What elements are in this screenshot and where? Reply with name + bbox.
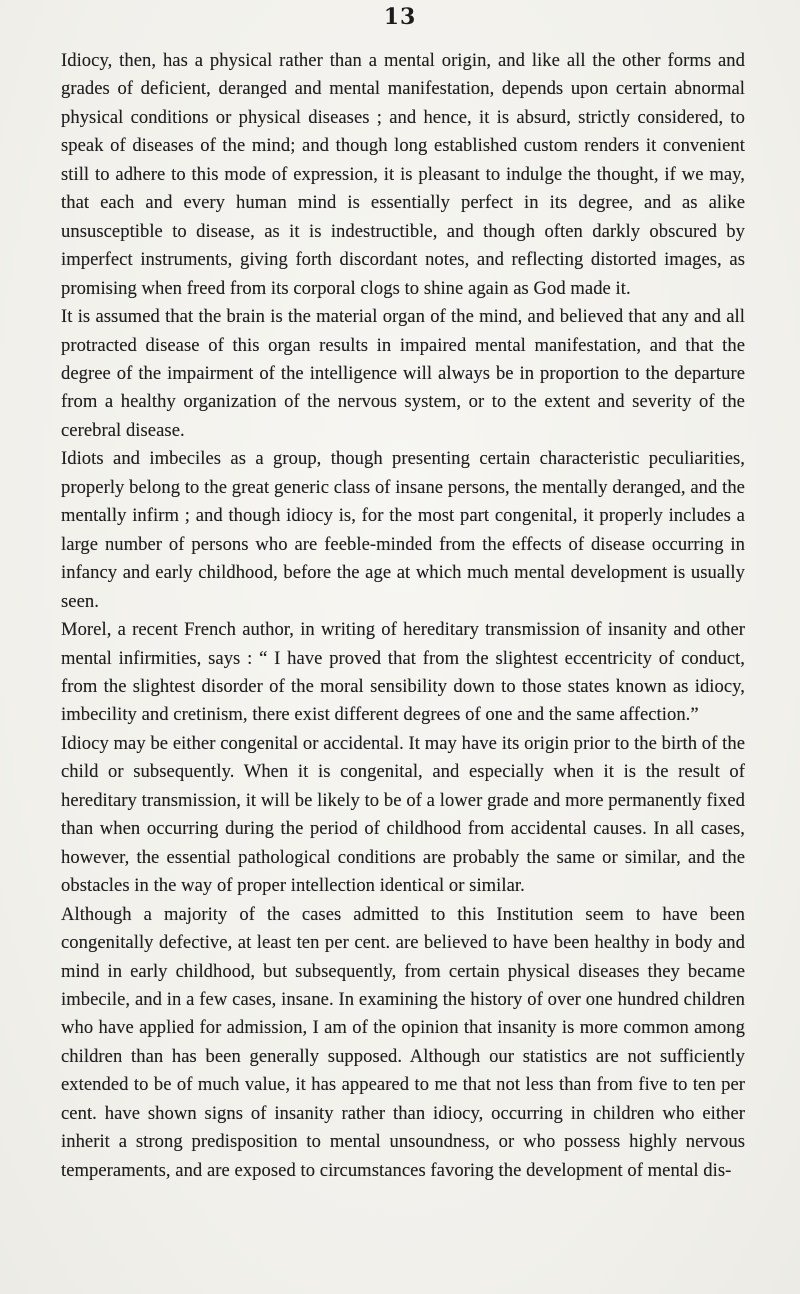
paragraph-brain-organ-of-mind: It is assumed that the brain is the material organ of the mind, and believed that any and all protracted disease of this organ results in impaired mental manifestation, and that the degree of the impairment of the intelligence will always be in proportion to the departure from a healthy organization of the nervous system, or to the extent and severity of the cerebral disease. <box>61 306 745 441</box>
paragraph-congenital-or-accidental: Idiocy may be either congenital or accidental. It may have its origin prior to the birth of the child or subsequently. When it is congenital, and especially when it is the result of hereditary transmission, it will be likely to be of a lower grade and more permanently fixed than when occurring during the period of childhood from accidental causes. In all cases, however, the essential pathological conditions are probably the same or similar, and the obstacles in the way of proper intellection identical or similar. <box>61 732 745 897</box>
paragraph-idiocy-physical-origin: Idiocy, then, has a physical rather than a mental origin, and like all the other forms and grades of deficient, deranged and mental manifestation, depends upon certain abnormal physical conditions or physical diseases ; and hence, it is absurd, strictly considered, to speak of diseases of the mind; and though long established custom renders it convenient still to adhere to this mode of expression, it is pleasant to indulge the thought, if we may, that each and every human mind is essentially perfect in its degree, and as alike unsusceptible to disease, as it is indestructible, and though often darkly obscured by imperfect instruments, giving forth discordant notes, and reflecting distorted images, as promising when freed from its corporal clogs to shine again as God made it. <box>61 50 745 299</box>
body-text <box>61 47 745 1185</box>
page-number: 13 <box>383 4 417 30</box>
paragraph-morel-quote: Morel, a recent French author, in writing of hereditary transmission of insanity and other mental infirmities, says : “ I have proved that from the slightest eccentricity of conduct, from the slightest disorder of the moral sensibility down to those states known as idiocy, imbecility and cretinism, there exist different degrees of one and the same affection.” <box>61 619 745 726</box>
paragraph-idiots-and-imbeciles: Idiots and imbeciles as a group, though presenting certain characteristic peculiarities, properly belong to the great generic class of insane persons, the mentally deranged, and the mentally infirm ; and though idiocy is, for the most part congenital, it properly includes a large number of persons who are feeble-minded from the effects of disease occurring in infancy and early childhood, before the age at which much mental development is usually seen. <box>61 448 745 612</box>
paragraph-institution-cases: Although a majority of the cases admitted to this Institution seem to have been congenitally defective, at least ten per cent. are believed to have been healthy in body and mind in early childhood, but subsequently, from certain physical diseases they became imbecile, and in a few cases, insane. In examining the history of over one hundred children who have applied for admission, I am of the opinion that insanity is more common among children than has been generally supposed. Although our statistics are not sufficiently extended to be of much value, it has appeared to me that not less than from five to ten per cent. have shown signs of insanity rather than idiocy, occurring in children who either inherit a strong predisposition to mental unsoundness, or who possess highly nervous temperaments, and are exposed to circumstances favoring the development of mental dis- <box>61 903 745 1181</box>
